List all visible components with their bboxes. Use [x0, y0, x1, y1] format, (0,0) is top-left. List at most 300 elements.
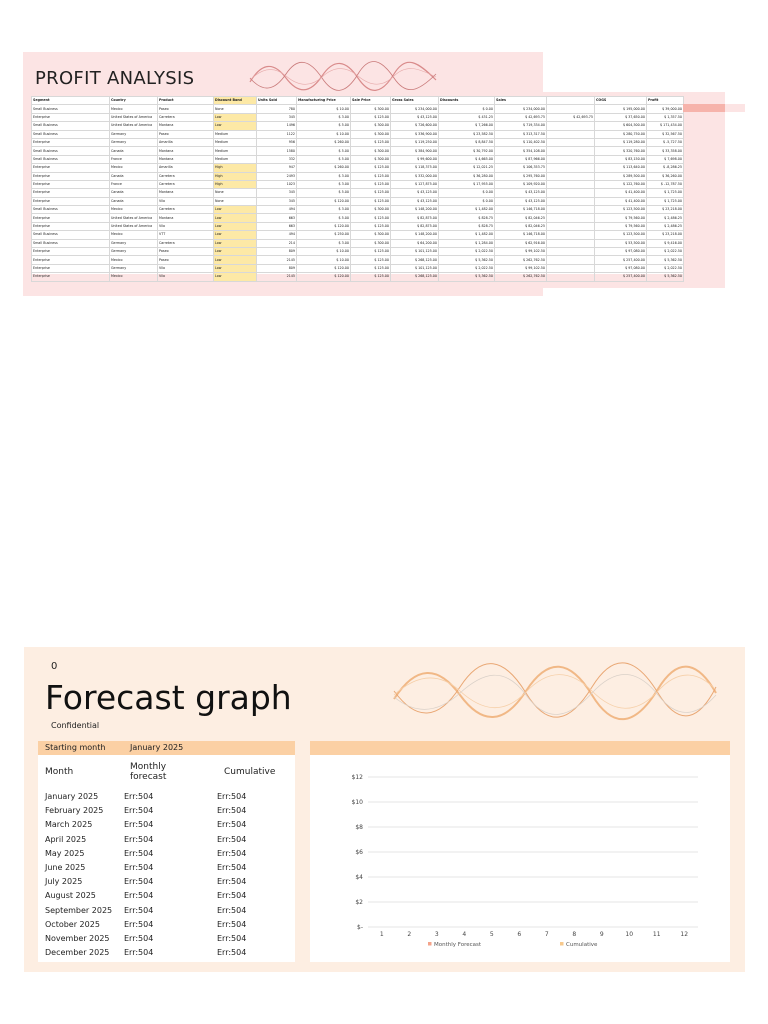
profit-table-cell[interactable]: $ 300.00 [351, 206, 391, 214]
profit-table-cell[interactable]: 494 [257, 231, 297, 239]
profit-table-cell[interactable]: $ 719,334.00 [495, 122, 547, 130]
forecast-chart[interactable] [310, 755, 730, 962]
profit-table-cell[interactable]: Paseo [158, 105, 214, 113]
profit-table-cell[interactable]: $ 23,218.00 [647, 231, 684, 239]
profit-table-cell[interactable]: $ 384,900.00 [391, 147, 439, 155]
profit-table-cell[interactable]: $ 97,080.00 [595, 248, 647, 256]
profit-table-cell[interactable] [547, 264, 595, 272]
profit-table-cell[interactable]: $ 64,200.00 [391, 239, 439, 247]
profit-table-cell[interactable]: $ 10.00 [297, 130, 351, 138]
profit-table-cell[interactable]: $ 1,725.00 [647, 197, 684, 205]
profit-table-cell[interactable]: Enterprise [32, 222, 110, 230]
profit-table-cell[interactable]: $ 3.00 [297, 172, 351, 180]
profit-table-cell[interactable]: $ 99,102.50 [495, 248, 547, 256]
profit-table-cell[interactable]: 2493 [257, 172, 297, 180]
profit-table-cell[interactable]: $ 5.00 [297, 147, 351, 155]
profit-table-cell[interactable]: $ 30,792.00 [439, 147, 495, 155]
profit-table-cell[interactable]: $ 125.00 [351, 197, 391, 205]
profit-table-cell[interactable]: $ 0.00 [439, 189, 495, 197]
profit-table-cell[interactable]: Germany [110, 130, 158, 138]
profit-table-cell[interactable]: $ 42,693.75 [547, 113, 595, 121]
profit-table-cell[interactable]: $ 120.00 [297, 222, 351, 230]
profit-table-cell[interactable]: 332 [257, 155, 297, 163]
forecast-table-row[interactable] [38, 906, 295, 920]
profit-table-cell[interactable]: $ 2,486.25 [647, 214, 684, 222]
profit-table-cell[interactable]: $ 43,125.00 [391, 113, 439, 121]
profit-table-cell[interactable]: High [214, 164, 257, 172]
profit-table-cell[interactable]: Vilo [158, 197, 214, 205]
profit-table-cell[interactable]: $ 431.25 [439, 113, 495, 121]
profit-table-cell[interactable]: $ 120.00 [297, 273, 351, 281]
profit-table-cell[interactable] [547, 222, 595, 230]
profit-table-cell[interactable]: $ 99,600.00 [391, 155, 439, 163]
profit-table-cell[interactable]: $ 1,482.00 [439, 206, 495, 214]
profit-table-cell[interactable]: Paseo [158, 256, 214, 264]
profit-table-cell[interactable]: $ 234,000.00 [495, 105, 547, 113]
profit-table-cell[interactable]: Low [214, 239, 257, 247]
profit-table-row[interactable] [32, 105, 684, 113]
profit-table-cell[interactable]: $ 3.00 [297, 206, 351, 214]
profit-table-cell[interactable]: 663 [257, 214, 297, 222]
profit-table-cell[interactable]: 1580 [257, 147, 297, 155]
profit-table-cell[interactable]: Vilo [158, 273, 214, 281]
profit-table-cell[interactable]: Paseo [158, 248, 214, 256]
profit-table-cell[interactable]: $ 148,200.00 [391, 231, 439, 239]
profit-table-cell[interactable]: $ 828.75 [439, 222, 495, 230]
profit-table-cell[interactable]: $ -8,286.25 [647, 164, 684, 172]
profit-table-cell[interactable]: Small Business [32, 239, 110, 247]
profit-table-cell[interactable]: $ 36,280.00 [439, 172, 495, 180]
profit-table-cell[interactable]: France [110, 180, 158, 188]
profit-table-cell[interactable]: $ 120.00 [297, 197, 351, 205]
profit-table-row[interactable] [32, 273, 684, 281]
profit-table-cell[interactable]: $ 148,200.00 [391, 206, 439, 214]
profit-table-cell[interactable]: $ 118,375.00 [391, 164, 439, 172]
profit-table-cell[interactable]: 1496 [257, 122, 297, 130]
profit-table-cell[interactable]: $ 5.00 [297, 122, 351, 130]
profit-table-cell[interactable]: $ 82,046.25 [495, 222, 547, 230]
profit-table-cell[interactable]: $ 5.00 [297, 155, 351, 163]
profit-table-cell[interactable]: $ 5,362.50 [647, 256, 684, 264]
profit-table-cell[interactable]: 2145 [257, 273, 297, 281]
profit-table-cell[interactable]: $ 2,022.50 [647, 248, 684, 256]
profit-table-cell[interactable]: $ 125.00 [351, 214, 391, 222]
profit-table-cell[interactable]: 1122 [257, 130, 297, 138]
profit-table-cell[interactable]: Enterprise [32, 113, 110, 121]
profit-table-row[interactable] [32, 189, 684, 197]
profit-table-cell[interactable]: $ 260.00 [297, 138, 351, 146]
forecast-table-row[interactable] [38, 820, 295, 834]
profit-table-cell[interactable]: 1023 [257, 180, 297, 188]
profit-table-cell[interactable]: $ 171,434.00 [647, 122, 684, 130]
profit-table-cell[interactable]: $ 125.00 [351, 113, 391, 121]
profit-table-cell[interactable]: $ 125.00 [351, 180, 391, 188]
profit-table-cell[interactable]: High [214, 172, 257, 180]
profit-table-cell[interactable]: Enterprise [32, 197, 110, 205]
profit-table-cell[interactable]: $ 10.00 [297, 248, 351, 256]
profit-table-cell[interactable]: $ 79,560.00 [595, 214, 647, 222]
profit-table-cell[interactable]: $ 123,500.00 [595, 206, 647, 214]
profit-table-cell[interactable]: Small Business [32, 105, 110, 113]
profit-table-cell[interactable]: $ 726,600.00 [391, 122, 439, 130]
profit-table-row[interactable] [32, 130, 684, 138]
profit-table-cell[interactable]: Low [214, 256, 257, 264]
profit-table-row[interactable] [32, 138, 684, 146]
profit-table-cell[interactable]: $ 3.00 [297, 113, 351, 121]
profit-table-cell[interactable]: $ 5,362.50 [439, 273, 495, 281]
profit-table-cell[interactable]: Germany [110, 138, 158, 146]
profit-table-cell[interactable]: $ 257,400.00 [595, 256, 647, 264]
profit-table-cell[interactable]: $ 268,125.00 [391, 256, 439, 264]
profit-table-cell[interactable]: $ 10.00 [297, 105, 351, 113]
profit-table-cell[interactable] [547, 122, 595, 130]
profit-table-cell[interactable]: $ 1,357.50 [647, 113, 684, 121]
forecast-table-row[interactable] [38, 948, 295, 962]
profit-table-cell[interactable]: $ 9,416.00 [647, 239, 684, 247]
profit-table-cell[interactable]: $ 336,900.00 [391, 130, 439, 138]
profit-table-row[interactable] [32, 231, 684, 239]
profit-table-cell[interactable] [547, 256, 595, 264]
profit-table-cell[interactable]: 345 [257, 113, 297, 121]
profit-table-cell[interactable]: 780 [257, 105, 297, 113]
profit-table-cell[interactable]: Carretera [158, 180, 214, 188]
profit-table-cell[interactable]: $ 36,260.00 [647, 172, 684, 180]
profit-table-cell[interactable]: $ 79,560.00 [595, 222, 647, 230]
profit-table-row[interactable] [32, 197, 684, 205]
profit-table-cell[interactable]: $ 300.00 [351, 231, 391, 239]
profit-table-cell[interactable]: $ 125.00 [351, 273, 391, 281]
profit-table-cell[interactable] [547, 197, 595, 205]
profit-table-cell[interactable] [547, 180, 595, 188]
profit-table-cell[interactable]: $ 125.00 [351, 248, 391, 256]
forecast-table-row[interactable] [38, 934, 295, 948]
profit-table-cell[interactable] [547, 239, 595, 247]
profit-table-cell[interactable]: Low [214, 231, 257, 239]
profit-table-cell[interactable]: Low [214, 122, 257, 130]
profit-table-cell[interactable]: United States of America [110, 113, 158, 121]
profit-table-cell[interactable]: $ 828.75 [439, 214, 495, 222]
profit-table-cell[interactable]: Mexico [110, 231, 158, 239]
profit-table-cell[interactable]: Low [214, 214, 257, 222]
profit-table-cell[interactable]: $ 43,125.00 [495, 189, 547, 197]
profit-table-cell[interactable]: $ 7,698.00 [647, 155, 684, 163]
profit-table-cell[interactable] [547, 130, 595, 138]
profit-table-row[interactable] [32, 256, 684, 264]
profit-table-cell[interactable]: $ 1,284.00 [439, 239, 495, 247]
profit-table-cell[interactable] [547, 189, 595, 197]
profit-table-cell[interactable]: 2145 [257, 256, 297, 264]
profit-table-cell[interactable]: $ 42,693.75 [495, 113, 547, 121]
profit-table-cell[interactable]: $ 82,875.00 [391, 214, 439, 222]
profit-table-cell[interactable]: $ 300.00 [351, 147, 391, 155]
profit-table-cell[interactable]: Low [214, 206, 257, 214]
profit-table-cell[interactable]: $ 4,665.00 [439, 155, 495, 163]
profit-table-row[interactable] [32, 113, 684, 121]
profit-table-cell[interactable]: $ 234,000.00 [391, 105, 439, 113]
profit-table-cell[interactable]: $ 119,250.00 [391, 138, 439, 146]
profit-table-cell[interactable]: $ 300.00 [351, 105, 391, 113]
profit-table-cell[interactable]: $ 101,125.00 [391, 248, 439, 256]
profit-table-cell[interactable]: United States of America [110, 222, 158, 230]
profit-table-cell[interactable]: $ 268,125.00 [391, 273, 439, 281]
profit-table-cell[interactable]: $ 125.00 [351, 256, 391, 264]
profit-table-cell[interactable]: Small Business [32, 231, 110, 239]
profit-table-cell[interactable]: Montana [158, 214, 214, 222]
profit-table-cell[interactable]: $ 125.00 [351, 189, 391, 197]
profit-table-cell[interactable]: $ 250.00 [297, 231, 351, 239]
profit-table-cell[interactable]: $ 5.00 [297, 214, 351, 222]
profit-table-cell[interactable]: $ 122,760.00 [595, 180, 647, 188]
forecast-table-row[interactable] [38, 877, 295, 891]
profit-table-row[interactable] [32, 164, 684, 172]
profit-table-cell[interactable]: $ 41,400.00 [595, 197, 647, 205]
forecast-table-row[interactable] [38, 849, 295, 863]
profit-table-row[interactable] [32, 180, 684, 188]
profit-table-cell[interactable]: Low [214, 264, 257, 272]
profit-table-cell[interactable]: $ 2,486.25 [647, 222, 684, 230]
profit-table-cell[interactable]: Enterprise [32, 180, 110, 188]
profit-table-cell[interactable]: $ 127,875.00 [391, 180, 439, 188]
profit-table-cell[interactable]: Mexico [110, 105, 158, 113]
profit-table-cell[interactable]: $ 146,718.00 [495, 231, 547, 239]
profit-table-cell[interactable] [547, 248, 595, 256]
profit-table-cell[interactable]: Amarilla [158, 138, 214, 146]
profit-table-cell[interactable]: Low [214, 113, 257, 121]
profit-table-cell[interactable]: Low [214, 222, 257, 230]
profit-table-row[interactable] [32, 206, 684, 214]
profit-table-cell[interactable]: Germany [110, 264, 158, 272]
profit-table-cell[interactable]: None [214, 197, 257, 205]
profit-table-cell[interactable]: VTT [158, 231, 214, 239]
profit-table-cell[interactable]: $ 195,000.00 [595, 105, 647, 113]
profit-table-cell[interactable]: Enterprise [32, 256, 110, 264]
profit-table-cell[interactable]: $ 99,102.50 [495, 264, 547, 272]
profit-table-cell[interactable]: Enterprise [32, 264, 110, 272]
profit-table-cell[interactable]: 956 [257, 138, 297, 146]
profit-table-cell[interactable]: High [214, 180, 257, 188]
profit-table-cell[interactable]: Montana [158, 189, 214, 197]
profit-table-cell[interactable]: $ 313,317.50 [495, 130, 547, 138]
profit-table-cell[interactable]: $ 300.00 [351, 130, 391, 138]
profit-table-cell[interactable]: Small Business [32, 147, 110, 155]
profit-table-cell[interactable]: Canada [110, 147, 158, 155]
profit-table-row[interactable] [32, 122, 684, 130]
profit-table-cell[interactable] [547, 147, 595, 155]
profit-table-cell[interactable]: Germany [110, 248, 158, 256]
profit-table-cell[interactable]: Small Business [32, 130, 110, 138]
profit-table-cell[interactable]: Enterprise [32, 138, 110, 146]
profit-table-cell[interactable]: $ 53,500.00 [595, 239, 647, 247]
profit-table-cell[interactable]: 809 [257, 248, 297, 256]
profit-table-cell[interactable]: $ 109,920.00 [495, 180, 547, 188]
profit-table-cell[interactable]: None [214, 105, 257, 113]
profit-table-cell[interactable] [547, 273, 595, 281]
profit-table-cell[interactable]: $ 37,650.00 [595, 113, 647, 121]
profit-table-cell[interactable]: $ 101,125.00 [391, 264, 439, 272]
profit-table-cell[interactable]: $ 87,966.00 [495, 155, 547, 163]
profit-table-cell[interactable]: $ 280,750.00 [595, 130, 647, 138]
profit-table-cell[interactable]: Enterprise [32, 248, 110, 256]
profit-table-cell[interactable]: $ 0.00 [439, 197, 495, 205]
profit-table-cell[interactable]: $ 300.00 [351, 122, 391, 130]
profit-table-cell[interactable]: $ 8,847.50 [439, 138, 495, 146]
profit-table-cell[interactable]: $ 125.00 [351, 164, 391, 172]
profit-table-cell[interactable]: Carretera [158, 206, 214, 214]
profit-table-cell[interactable]: Canada [110, 189, 158, 197]
profit-table-cell[interactable]: $ 5,362.50 [439, 256, 495, 264]
profit-table-cell[interactable]: 494 [257, 206, 297, 214]
profit-table-cell[interactable]: $ 260.00 [297, 164, 351, 172]
profit-table-row[interactable] [32, 248, 684, 256]
profit-table-cell[interactable]: $ 1,725.00 [647, 189, 684, 197]
profit-table-cell[interactable]: United States of America [110, 214, 158, 222]
profit-table-cell[interactable]: Montana [158, 122, 214, 130]
profit-table-cell[interactable] [547, 172, 595, 180]
forecast-table-row[interactable] [38, 891, 295, 905]
profit-table-cell[interactable]: Enterprise [32, 172, 110, 180]
profit-table-cell[interactable]: $ 62,916.00 [495, 239, 547, 247]
profit-table-cell[interactable]: Low [214, 273, 257, 281]
profit-table-cell[interactable]: $ 125.00 [351, 172, 391, 180]
profit-table-cell[interactable]: Germany [110, 239, 158, 247]
profit-table-cell[interactable]: $ 41,400.00 [595, 189, 647, 197]
profit-table-cell[interactable] [547, 206, 595, 214]
profit-table-row[interactable] [32, 155, 684, 163]
profit-table-cell[interactable]: $ 2,022.50 [647, 264, 684, 272]
profit-table-row[interactable] [32, 264, 684, 272]
profit-table-cell[interactable]: 345 [257, 189, 297, 197]
profit-table-cell[interactable]: Mexico [110, 164, 158, 172]
profit-table-cell[interactable]: $ 12,021.25 [439, 164, 495, 172]
profit-table-cell[interactable]: Paseo [158, 130, 214, 138]
profit-table-cell[interactable]: Medium [214, 147, 257, 155]
profit-table-cell[interactable]: $ 320,760.00 [595, 147, 647, 155]
profit-table-cell[interactable] [547, 138, 595, 146]
forecast-table-row[interactable] [38, 863, 295, 877]
profit-table-cell[interactable]: $ -5,727.50 [647, 138, 684, 146]
profit-table-cell[interactable]: Medium [214, 138, 257, 146]
forecast-table-row[interactable] [38, 792, 295, 806]
forecast-table-row[interactable] [38, 835, 295, 849]
profit-table-cell[interactable]: $ 262,762.50 [495, 273, 547, 281]
profit-table-cell[interactable]: United States of America [110, 122, 158, 130]
profit-table-cell[interactable]: $ 2,022.50 [439, 264, 495, 272]
profit-table-cell[interactable]: $ 23,582.50 [439, 130, 495, 138]
profit-table-cell[interactable]: $ 123,500.00 [595, 231, 647, 239]
profit-table-cell[interactable]: Montana [158, 147, 214, 155]
profit-table-cell[interactable]: Enterprise [32, 164, 110, 172]
profit-table-cell[interactable]: Carretera [158, 172, 214, 180]
profit-table-cell[interactable]: $ 110,402.50 [495, 138, 547, 146]
profit-table-cell[interactable]: France [110, 155, 158, 163]
profit-table-cell[interactable]: $ 262,762.50 [495, 256, 547, 264]
profit-table-row[interactable] [32, 172, 684, 180]
profit-table-cell[interactable]: $ 125.00 [351, 264, 391, 272]
profit-table-cell[interactable]: Amarilla [158, 164, 214, 172]
profit-table-cell[interactable] [547, 214, 595, 222]
profit-table-cell[interactable]: $ 300.00 [351, 155, 391, 163]
profit-table-cell[interactable]: Carretera [158, 113, 214, 121]
profit-table-cell[interactable]: $ 300.00 [351, 239, 391, 247]
profit-table-cell[interactable]: $ 106,353.75 [495, 164, 547, 172]
profit-table-cell[interactable]: $ 82,046.25 [495, 214, 547, 222]
profit-table-cell[interactable]: Carretera [158, 239, 214, 247]
profit-table-cell[interactable]: $ 1,482.00 [439, 231, 495, 239]
profit-table-cell[interactable]: $ 289,500.00 [595, 172, 647, 180]
profit-table-cell[interactable]: 663 [257, 222, 297, 230]
profit-table-cell[interactable]: Enterprise [32, 189, 110, 197]
profit-table-cell[interactable]: $ 17,955.00 [439, 180, 495, 188]
profit-table-cell[interactable]: Mexico [110, 256, 158, 264]
profit-table-cell[interactable]: $ 257,400.00 [595, 273, 647, 281]
profit-table-cell[interactable]: $ 32,567.50 [647, 130, 684, 138]
profit-table-cell[interactable]: Mexico [110, 206, 158, 214]
profit-table-cell[interactable]: Mexico [110, 273, 158, 281]
profit-table-cell[interactable]: $ 354,108.00 [495, 147, 547, 155]
profit-table-cell[interactable]: Low [214, 248, 257, 256]
profit-table-row[interactable] [32, 222, 684, 230]
profit-table-cell[interactable] [547, 105, 595, 113]
profit-table-cell[interactable]: $ 0.00 [439, 105, 495, 113]
profit-table-cell[interactable]: $ 97,080.00 [595, 264, 647, 272]
profit-table-cell[interactable]: $ 5.00 [297, 189, 351, 197]
profit-table-cell[interactable]: $ 113,640.00 [595, 164, 647, 172]
profit-table-cell[interactable]: 947 [257, 164, 297, 172]
profit-table-cell[interactable]: $ 7,266.00 [439, 122, 495, 130]
profit-table-cell[interactable]: Medium [214, 130, 257, 138]
profit-table-cell[interactable] [547, 155, 595, 163]
profit-table-cell[interactable]: 809 [257, 264, 297, 272]
profit-table-row[interactable] [32, 147, 684, 155]
profit-table-cell[interactable]: $ 43,125.00 [391, 197, 439, 205]
profit-table-cell[interactable]: Enterprise [32, 273, 110, 281]
profit-table-cell[interactable]: $ 604,500.00 [595, 122, 647, 130]
profit-table-cell[interactable]: $ 125.00 [351, 138, 391, 146]
profit-table-cell[interactable]: 214 [257, 239, 297, 247]
profit-table-cell[interactable]: Medium [214, 155, 257, 163]
profit-table-cell[interactable]: $ 39,000.00 [647, 105, 684, 113]
profit-table-cell[interactable]: $ 3.00 [297, 180, 351, 188]
profit-table-cell[interactable]: $ 146,718.00 [495, 206, 547, 214]
starting-month-value[interactable]: January 2025 [130, 743, 184, 752]
profit-table-cell[interactable]: $ -12,787.50 [647, 180, 684, 188]
profit-table-cell[interactable]: $ 120.00 [297, 264, 351, 272]
profit-table-cell[interactable]: $ 5,362.50 [647, 273, 684, 281]
profit-table-cell[interactable]: Enterprise [32, 214, 110, 222]
forecast-table-row[interactable] [38, 806, 295, 820]
forecast-table-row[interactable] [38, 920, 295, 934]
profit-table-cell[interactable]: Montana [158, 155, 214, 163]
profit-table-cell[interactable]: $ 82,875.00 [391, 222, 439, 230]
profit-table-cell[interactable]: $ 332,000.00 [391, 172, 439, 180]
profit-table-cell[interactable]: $ 295,760.00 [495, 172, 547, 180]
profit-table-cell[interactable]: Vilo [158, 264, 214, 272]
profit-table-cell[interactable] [547, 164, 595, 172]
profit-table-cell[interactable] [547, 231, 595, 239]
profit-table-row[interactable] [32, 239, 684, 247]
profit-table-cell[interactable]: Canada [110, 197, 158, 205]
profit-table-cell[interactable]: Small Business [32, 206, 110, 214]
profit-table-cell[interactable]: $ 83,150.00 [595, 155, 647, 163]
profit-table-cell[interactable]: Vilo [158, 222, 214, 230]
profit-table-row[interactable] [32, 214, 684, 222]
profit-table-cell[interactable]: $ 23,218.00 [647, 206, 684, 214]
profit-table-cell[interactable]: Canada [110, 172, 158, 180]
profit-table-cell[interactable]: $ 3.00 [297, 239, 351, 247]
profit-table-cell[interactable]: $ 125.00 [351, 222, 391, 230]
profit-table-cell[interactable]: $ 119,280.00 [595, 138, 647, 146]
profit-table-cell[interactable]: 345 [257, 197, 297, 205]
